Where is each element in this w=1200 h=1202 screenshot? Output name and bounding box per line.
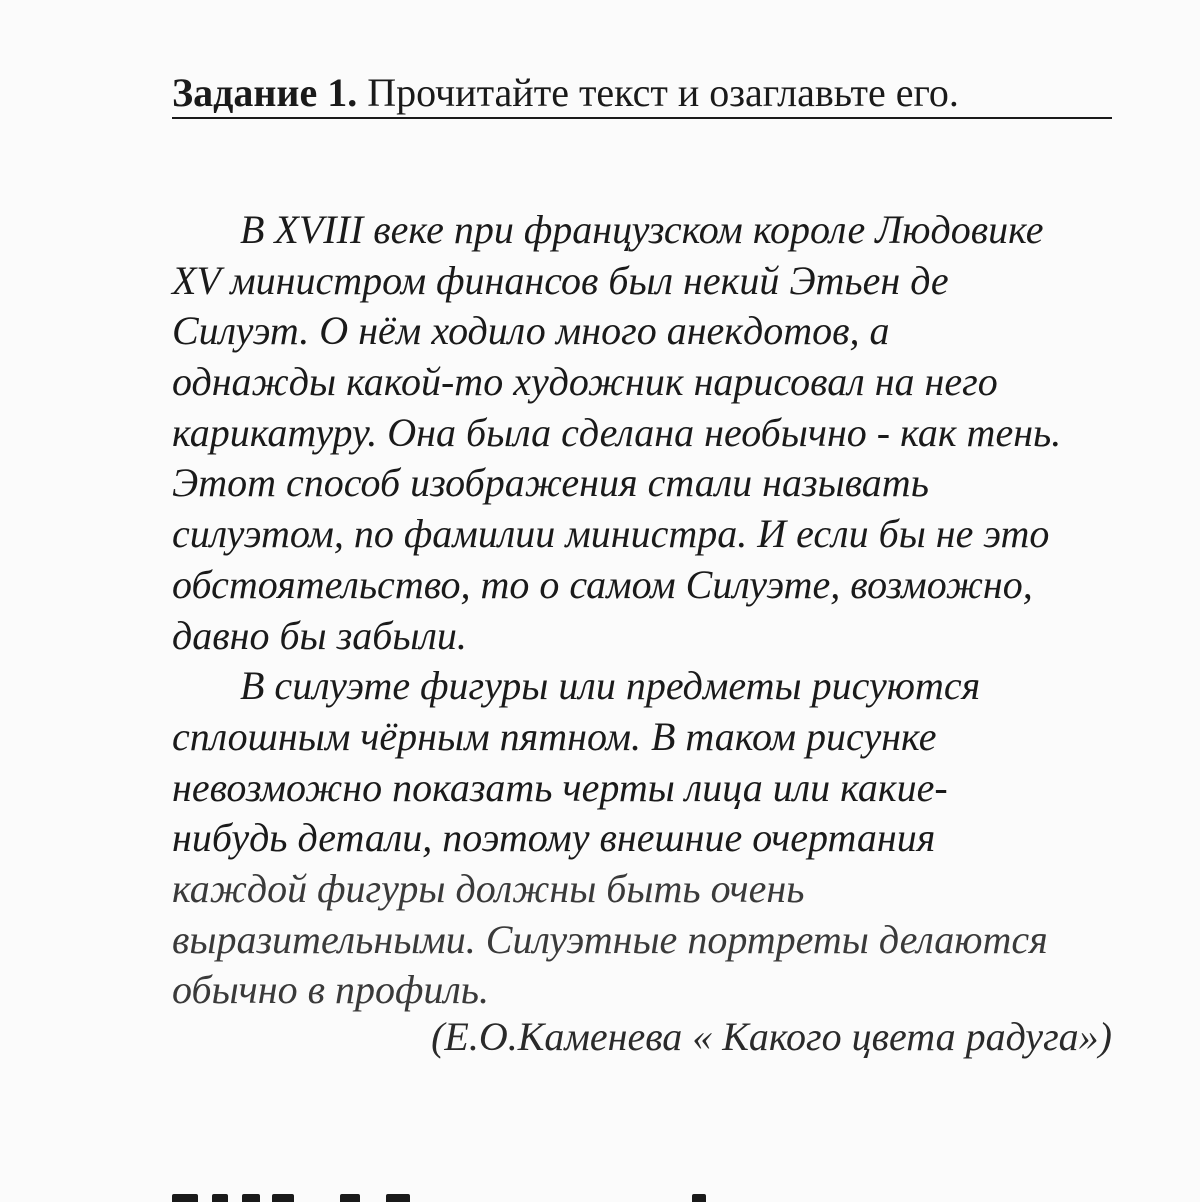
passage-text — [172, 205, 1122, 1016]
passage-line: Силуэт. О нём ходило много анекдотов, а — [172, 308, 890, 354]
passage-line: обстоятельство, то о самом Силуэте, возможно, — [172, 561, 1033, 607]
passage-line: однажды какой-то художник нарисовал на него — [172, 359, 998, 405]
passage-line: В XVIII веке при французском короле Людовике — [240, 207, 1044, 252]
passage-line: нибудь детали, поэтому внешние очертания — [172, 815, 936, 861]
passage-line: невозможно показать черты лица или какие- — [172, 764, 948, 810]
passage-line: каждой фигуры должны быть очень — [172, 865, 805, 911]
passage-line: силуэтом, по фамилии министра. И если бы не это — [172, 511, 1050, 557]
passage-line: карикатуру. Она была сделана необычно - как тень. — [172, 409, 1062, 455]
passage-line: сплошным чёрным пятном. В таком рисунке — [172, 713, 937, 759]
source-attribution: (Е.О.Каменева « Какого цвета радуга») — [431, 1014, 1112, 1059]
passage-line: Этот способ изображения стали называть — [172, 460, 929, 506]
task-instruction: Прочитайте текст и озаглавьте его. — [357, 70, 959, 115]
task-label: Задание 1. — [172, 70, 358, 115]
passage-line: обычно в профиль. — [172, 967, 490, 1013]
passage-line: В силуэте фигуры или предметы рисуются — [240, 663, 981, 709]
header-underline — [172, 117, 1112, 119]
passage-line: давно бы забыли. — [172, 612, 467, 658]
passage-line: XV министром финансов был некий Этьен де — [172, 257, 949, 303]
passage-line: выразительными. Силуэтные портреты делаются — [172, 916, 1048, 962]
task-header — [172, 66, 1112, 120]
